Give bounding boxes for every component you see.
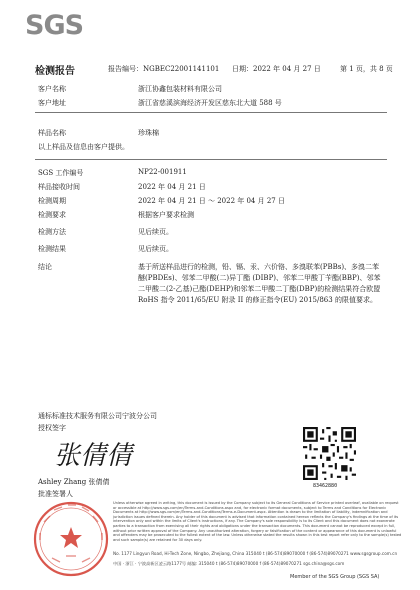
- qr-code[interactable]: [303, 427, 356, 480]
- sample-name-label: 样品名称: [38, 129, 66, 137]
- detail-value: 2022 年 04 月 21 日: [138, 183, 206, 191]
- sgs-member-note: Member of the SGS Group (SGS SA): [290, 574, 380, 580]
- detail-value: 见后续页。: [138, 228, 173, 236]
- detail-value: 2022 年 04 月 21 日 ～ 2022 年 04 月 27 日: [138, 197, 285, 205]
- qr-code-number: 83462880: [313, 483, 338, 489]
- detail-label: 检测周期: [38, 197, 66, 205]
- client-address-value: 浙江省慈溪滨海经济开发区慈东北大道 588 号: [138, 99, 282, 107]
- issuer-company: 通标标准技术服务有限公司宁波分公司: [38, 412, 157, 420]
- client-name-label: 客户名称: [38, 85, 66, 93]
- detail-label: 检测结果: [38, 245, 66, 253]
- conclusion-label: 结论: [38, 263, 52, 271]
- detail-label: 样品接收时间: [38, 183, 80, 191]
- divider: [35, 159, 387, 160]
- divider: [35, 112, 387, 113]
- handwritten-signature: [52, 434, 133, 474]
- signer-name: Ashley Zhang 张倩倩: [38, 478, 110, 486]
- terms-fine-print: Unless otherwise agreed in writing, this document is issued by the Company subject to its General Conditions of Service printed overleaf, available on request or accessible at http://www.sgs.com/en/Terms-and-Conditions.aspx and, for electronic format documents, subject to Terms and Conditions for Electronic Documents at http://www.sgs.com/en/Terms-and-Conditions/Terms-e-Document.aspx. Attention is drawn to the limitation of liability, indemnification and jurisdiction issues defined therein. Any holder of this document is advised that information contained hereon reflects the Company's findings at the time of its intervention only and within the limits of Client's instructions, if any. The Company's sole responsibility is to its Client and this document does not exonerate parties to a transaction from exercising all their rights and obligations under the transaction documents. This document cannot be reproduced except in full, without prior written approval of the Company. Any unauthorized alteration, forgery or falsification of the content or appearance of this document is unlawful and offenders may be prosecuted to the fullest extent of the law. Unless otherwise stated the results shown in this test report refer only to the sample(s) tested and such sample(s) are retained for 30 days only.: [113, 501, 402, 542]
- sample-note: 以上样品及信息由客户提供。: [38, 143, 129, 151]
- detail-label: 检测要求: [38, 211, 66, 219]
- detail-value: 根据客户要求检测: [138, 211, 194, 219]
- detail-label: 检测方法: [38, 228, 66, 236]
- conclusion-text: 基于所送样品进行的检测，铅、镉、汞、六价铬、多溴联苯(PBBs)、多溴二苯醚(PBDEs)、邻苯二甲酸(二)异丁酯 (DIBP)、邻苯二甲酸丁苄酯(BBP)、邻苯二甲酸二(2-乙基)己酯(DEHP)和邻苯二甲酸二丁酯(DBP)的检测结果符合欧盟 RoHS 指令 2011/65/EU 附录 II 的修正指令(EU) 2015/863 的限值要求。: [138, 263, 381, 304]
- detail-label: SGS 工作编号: [38, 169, 84, 177]
- sgs-logo: SGS: [25, 10, 84, 41]
- company-seal: [32, 500, 110, 578]
- footer-address-cn: 中国 · 浙江 · 宁波高新区凌云路1177号 邮编: 315040 t (86-574)89070000 f (86-574)89070271 sgs.china@sgs.com: [113, 561, 345, 566]
- detail-value: 见后续页。: [138, 245, 173, 253]
- report-title: 检测报告: [35, 66, 75, 77]
- sample-name-value: 珍珠棉: [138, 129, 159, 137]
- footer-address-en: No. 1177 Lingyun Road, Hi-Tech Zone, Ningbo, Zhejiang, China 315040 t (86-574)89070000 f (86-574)89070271 www.sgsgroup.com.cn: [113, 551, 398, 556]
- signer-role: 批准签署人: [38, 490, 73, 498]
- signature-glyphs: 张倩倩: [54, 441, 133, 471]
- authorized-signature-label: 授权签字: [38, 424, 66, 432]
- client-name-value: 浙江协鑫包装材料有限公司: [138, 85, 222, 93]
- page-number: 第 1 页，共 8 页: [340, 65, 393, 73]
- client-address-label: 客户地址: [38, 99, 66, 107]
- report-number: 报告编号：NGBEC22001141101: [108, 65, 220, 73]
- report-date: 日期：2022 年 04 月 27 日: [232, 65, 321, 73]
- detail-value: NP22-001911: [138, 168, 187, 176]
